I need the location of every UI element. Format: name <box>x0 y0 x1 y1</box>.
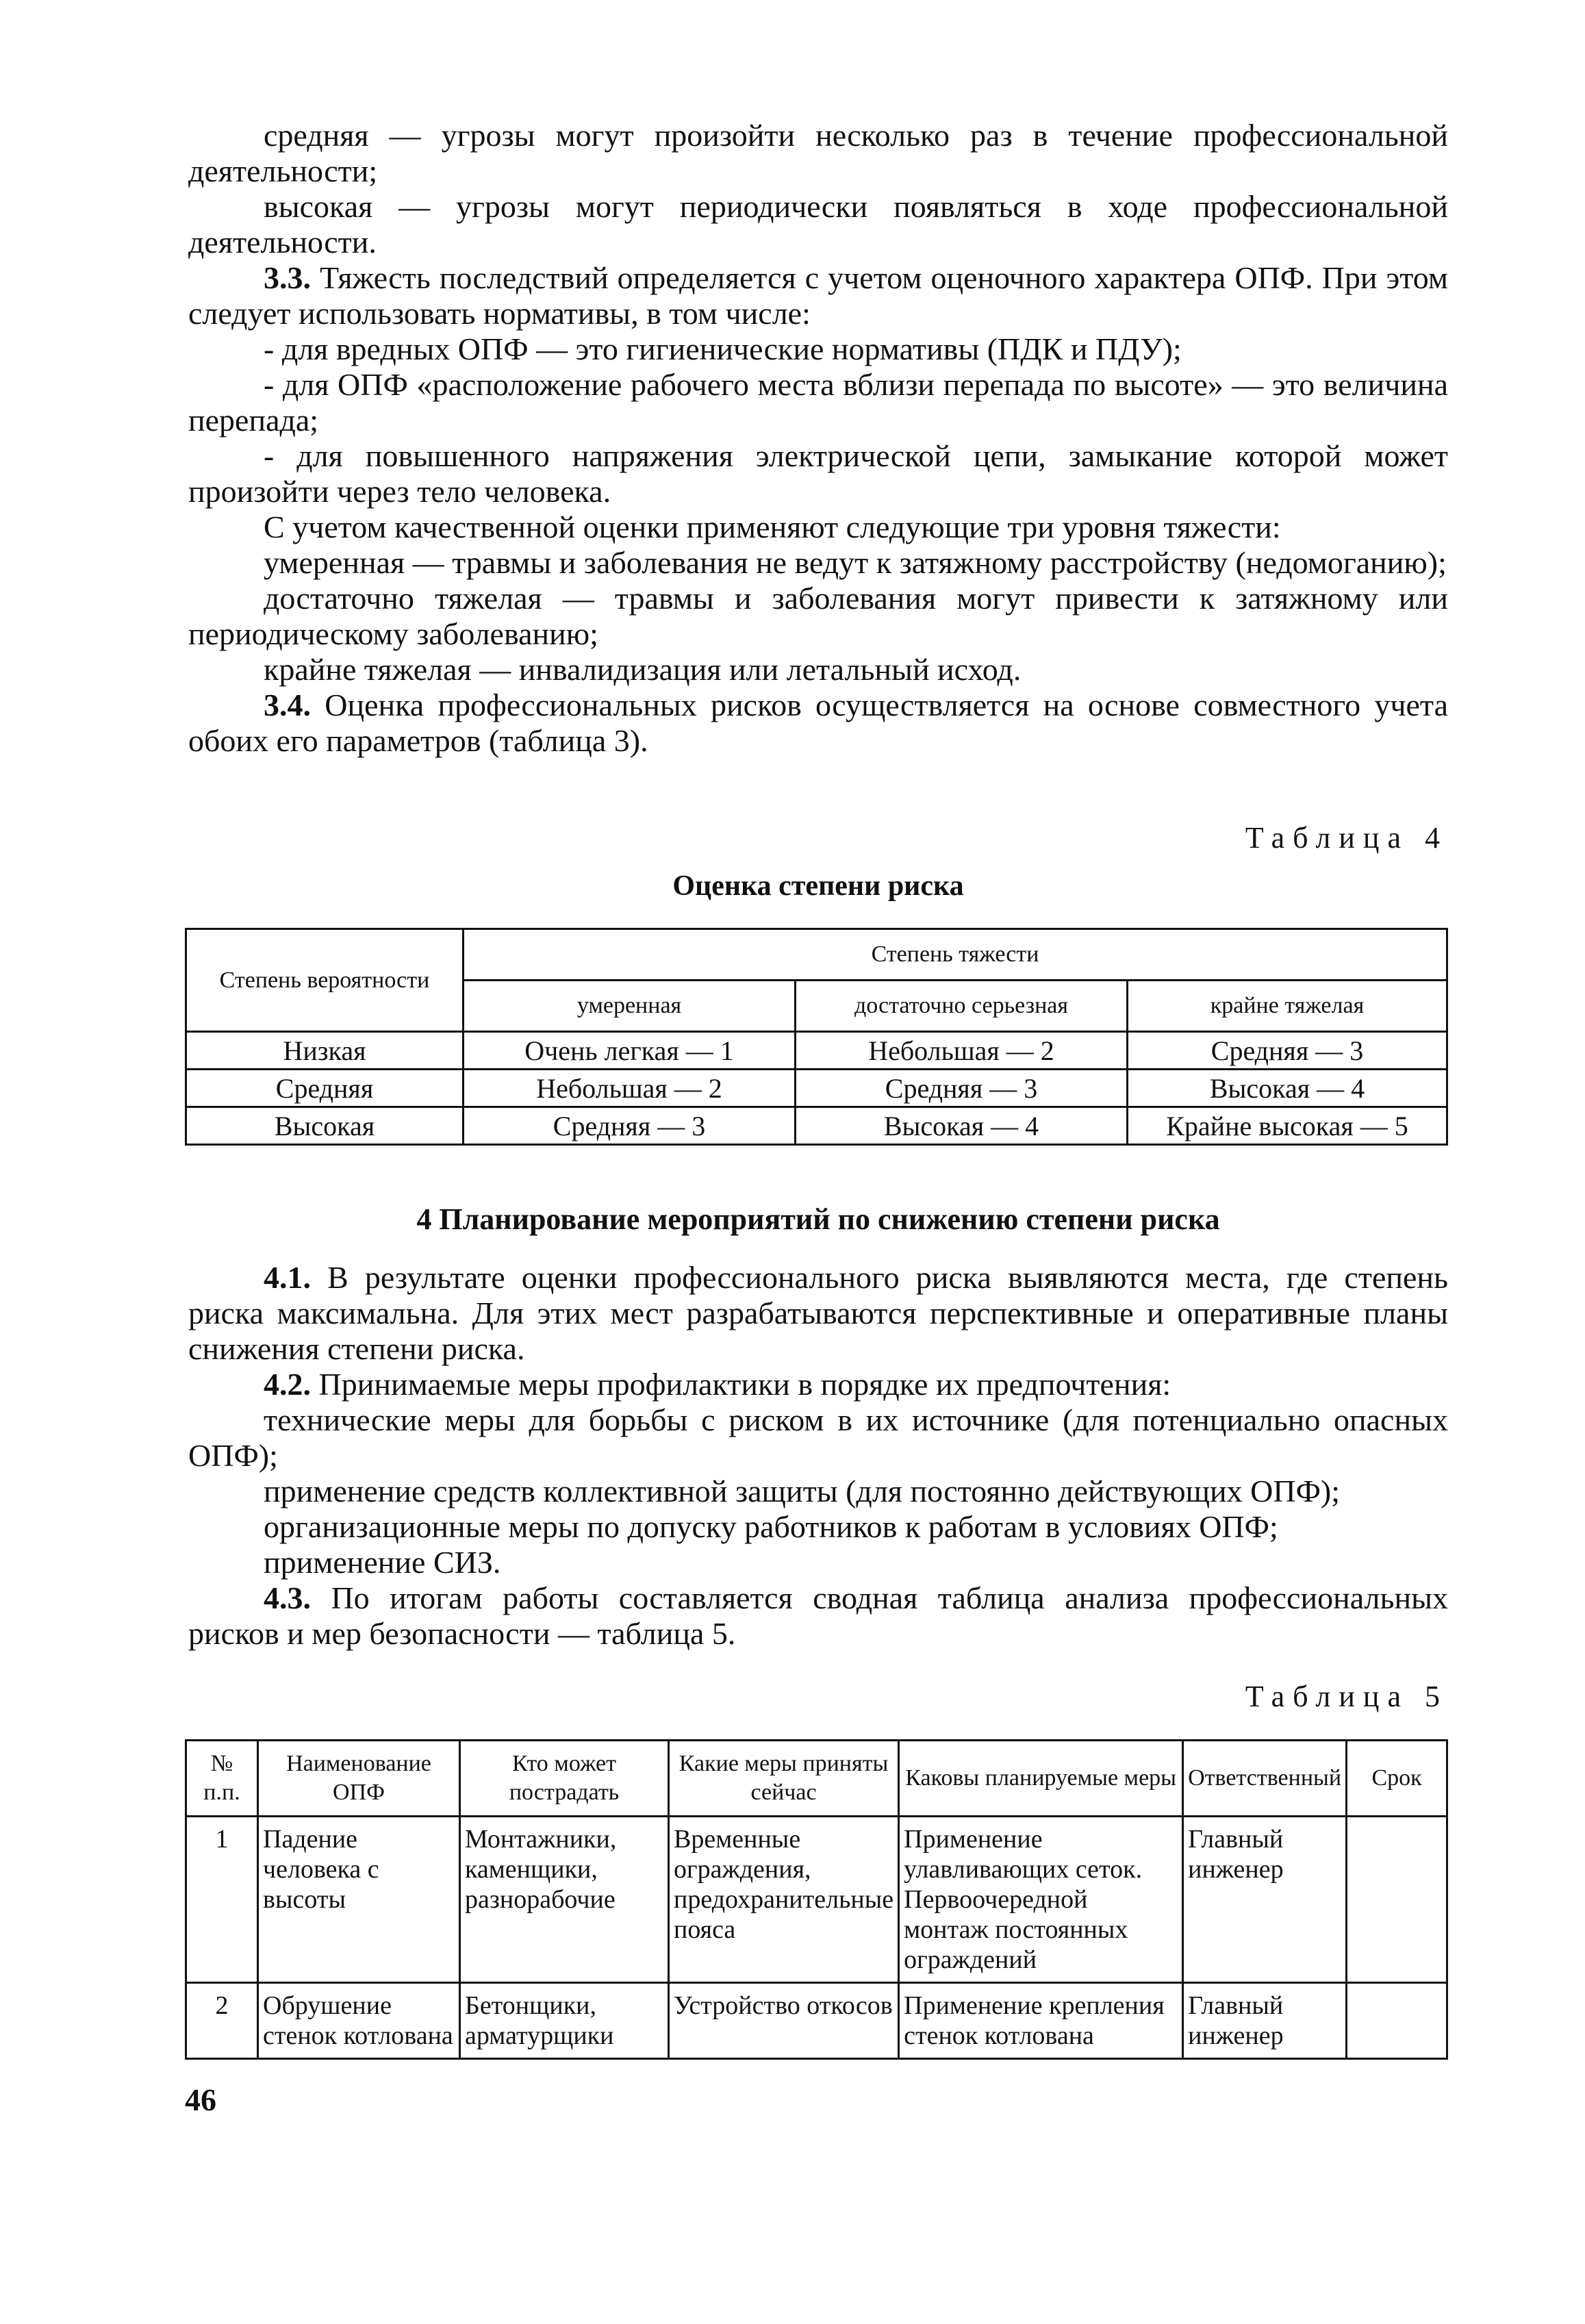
paragraph-text: технические меры для борьбы с риском в их источнике (для потенциально опасных ОПФ); <box>188 1402 1448 1473</box>
header-cell: Срок <box>1347 1741 1447 1817</box>
body-text-top <box>188 118 1448 759</box>
paragraph <box>188 1545 1448 1580</box>
table-cell: Средняя <box>186 1070 464 1107</box>
table-cell: Средняя — 3 <box>1128 1032 1447 1070</box>
section-4-title: 4 Планирование мероприятий по снижению степени риска <box>416 1202 1220 1236</box>
table4-title: Оценка степени риска <box>672 870 964 902</box>
risk-assessment-table <box>185 928 1448 1146</box>
table-row <box>186 1983 1447 2059</box>
paragraph-text: С учетом качественной оценки применяют следующие три уровня тяжести: <box>264 509 1281 544</box>
table-row <box>186 1032 1447 1070</box>
table-cell: Главный инженер <box>1183 1983 1347 2059</box>
table-cell: Небольшая — 2 <box>796 1032 1128 1070</box>
page-number: 46 <box>185 2082 216 2117</box>
paragraph <box>188 367 1448 438</box>
table-cell: Средняя — 3 <box>796 1070 1128 1107</box>
paragraph-text: Тяжесть последствий определяется с учетом оценочного характера ОПФ. При этом следует использовать нормативы, в том числе: <box>188 260 1448 331</box>
table-row <box>186 1070 1447 1107</box>
table-cell: Применение крепления стенок котлована <box>899 1983 1183 2059</box>
paragraph-text: высокая — угрозы могут периодически появляться в ходе профессиональной деятельности. <box>188 189 1448 260</box>
paragraph <box>188 260 1448 331</box>
table-cell: Очень легкая — 1 <box>464 1032 796 1070</box>
paragraph-text: применение СИЗ. <box>264 1545 501 1580</box>
table-cell: Низкая <box>186 1032 464 1070</box>
paragraph-text: В результате оценки профессионального риска выявляются места, где степень риска максимальна. Для этих мест разрабатываются перспективные и оперативные планы снижения степени риска. <box>188 1260 1448 1366</box>
paragraph <box>188 438 1448 509</box>
paragraph-text: крайне тяжелая — инвалидизация или летальный исход. <box>264 652 1022 687</box>
paragraph <box>188 509 1448 545</box>
clause-number: 3.3. <box>264 260 311 295</box>
paragraph <box>188 1367 1448 1402</box>
paragraph-text: - для повышенного напряжения электрической цепи, замыкание которой может произойти через тело человека. <box>188 438 1448 509</box>
paragraph <box>188 1260 1448 1367</box>
header-cell: Ответственный <box>1183 1741 1347 1817</box>
table-cell: Высокая <box>186 1107 464 1145</box>
table-cell: 2 <box>186 1983 258 2059</box>
table-cell: Высокая — 4 <box>1128 1070 1447 1107</box>
table-cell <box>1347 1983 1447 2059</box>
table5-label: Таблица 5 <box>1245 1680 1448 1713</box>
paragraph <box>188 687 1448 759</box>
paragraph-text: Оценка профессиональных рисков осуществляется на основе совместного учета обоих его параметров (таблица 3). <box>188 687 1448 758</box>
paragraph <box>188 1402 1448 1474</box>
table-cell: 1 <box>186 1817 258 1983</box>
table-row <box>186 1107 1447 1145</box>
table-cell <box>1347 1817 1447 1983</box>
paragraph-text: По итогам работы составляется сводная таблица анализа профессиональных рисков и мер безопасности — таблица 5. <box>188 1580 1448 1651</box>
clause-number: 4.3. <box>264 1580 311 1615</box>
paragraph-text: достаточно тяжелая — травмы и заболевания могут привести к затяжному или периодическому заболеванию; <box>188 581 1448 651</box>
table-cell: Временные ограждения, предохранительные пояса <box>669 1817 899 1983</box>
header-cell: № п.п. <box>186 1741 258 1817</box>
table-cell: Крайне высокая — 5 <box>1128 1107 1447 1145</box>
header-cell: Кто может пострадать <box>460 1741 669 1817</box>
body-text-mid <box>188 1260 1448 1652</box>
table-cell: Обрушение стенок котлована <box>258 1983 460 2059</box>
table-cell: Средняя — 3 <box>464 1107 796 1145</box>
paragraph-text: средняя — угрозы могут произойти несколько раз в течение профессиональной деятельности; <box>188 118 1448 188</box>
clause-number: 4.2. <box>264 1367 311 1402</box>
paragraph-text: применение средств коллективной защиты (для постоянно действующих ОПФ); <box>264 1474 1341 1508</box>
risk-analysis-table <box>185 1739 1448 2060</box>
table5-header-row <box>186 1741 1447 1817</box>
severity-col: достаточно серьезная <box>796 981 1128 1032</box>
table-cell: Главный инженер <box>1183 1817 1347 1983</box>
table-row <box>186 1817 1447 1983</box>
paragraph-text: Принимаемые меры профилактики в порядке их предпочтения: <box>311 1367 1171 1402</box>
paragraph-text: - для ОПФ «расположение рабочего места вблизи перепада по высоте» — это величина перепада; <box>188 367 1448 438</box>
header-cell: Наименование ОПФ <box>258 1741 460 1817</box>
severity-col: крайне тяжелая <box>1128 981 1447 1032</box>
table-cell: Высокая — 4 <box>796 1107 1128 1145</box>
paragraph <box>188 1509 1448 1545</box>
table-cell: Монтажники, каменщики, разнорабочие <box>460 1817 669 1983</box>
clause-number: 3.4. <box>264 687 311 722</box>
table-cell: Падение человека с высоты <box>258 1817 460 1983</box>
paragraph <box>188 189 1448 260</box>
header-cell: Каковы планируемые меры <box>899 1741 1183 1817</box>
header-probability: Степень вероятности <box>186 929 464 1032</box>
table4-label: Таблица 4 <box>1245 821 1448 855</box>
table-cell: Бетонщики, арматурщики <box>460 1983 669 2059</box>
paragraph-text: организационные меры по допуску работников к работам в условиях ОПФ; <box>264 1509 1278 1544</box>
paragraph <box>188 652 1448 687</box>
paragraph <box>188 1474 1448 1509</box>
header-severity: Степень тяжести <box>464 929 1447 981</box>
paragraph <box>188 545 1448 581</box>
paragraph-text: умеренная — травмы и заболевания не ведут к затяжному расстройству (недомоганию); <box>264 545 1447 580</box>
paragraph-text: - для вредных ОПФ — это гигиенические нормативы (ПДК и ПДУ); <box>264 331 1182 366</box>
paragraph <box>188 1580 1448 1652</box>
paragraph <box>188 581 1448 652</box>
paragraph <box>188 118 1448 189</box>
table-cell: Применение улавливающих сеток. Первоочередной монтаж постоянных ограждений <box>899 1817 1183 1983</box>
table4-header-row <box>186 929 1447 981</box>
table-cell: Небольшая — 2 <box>464 1070 796 1107</box>
table-cell: Устройство откосов <box>669 1983 899 2059</box>
paragraph <box>188 331 1448 367</box>
severity-col: умеренная <box>464 981 796 1032</box>
header-cell: Какие меры приняты сейчас <box>669 1741 899 1817</box>
clause-number: 4.1. <box>264 1260 311 1295</box>
